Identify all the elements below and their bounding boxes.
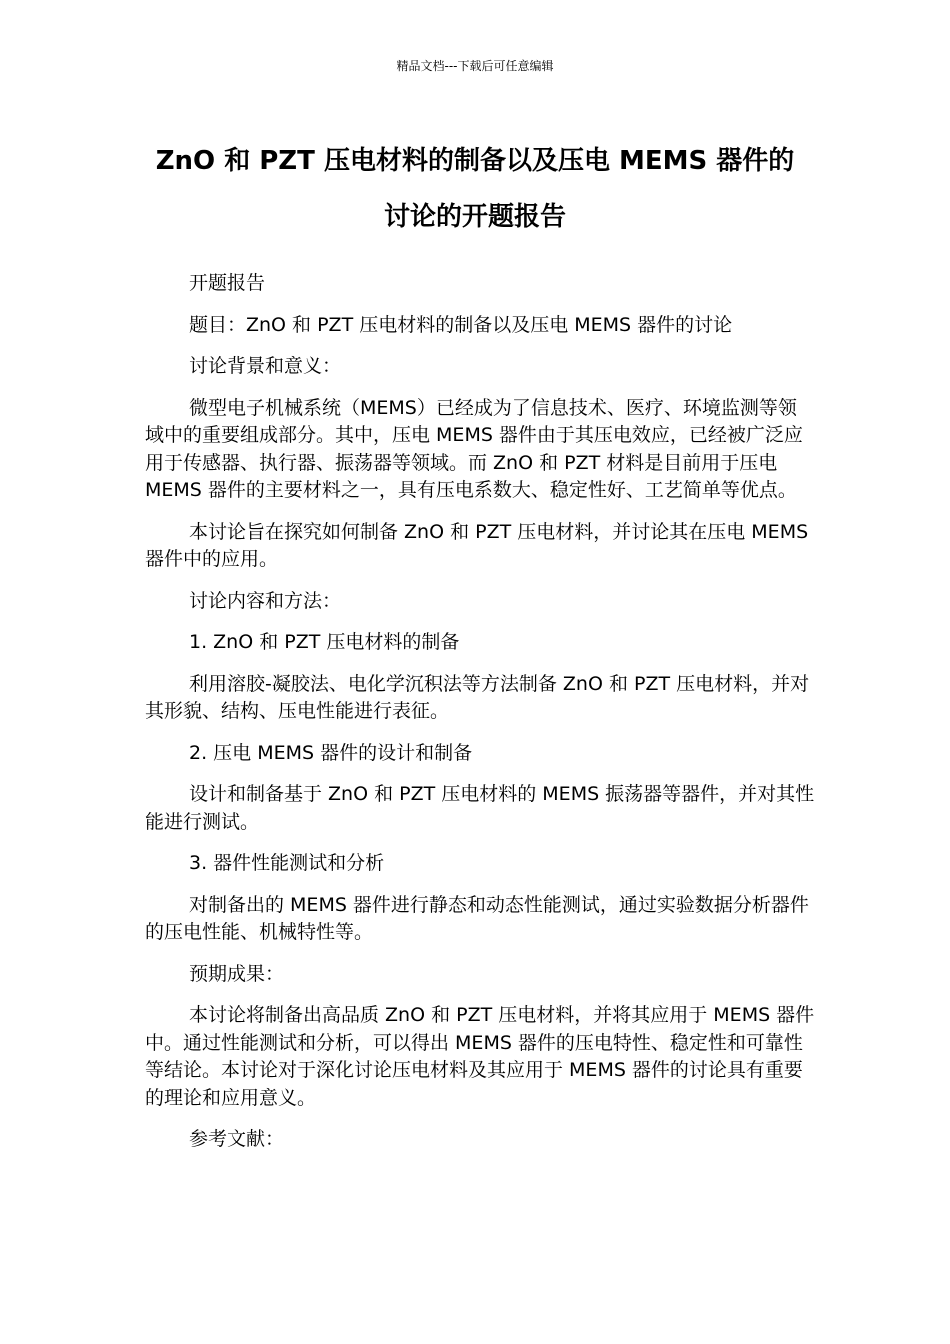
method-item-1-detail: 利用溶胶-凝胶法、电化学沉积法等方法制备 ZnO 和 PZT 压电材料，并对其形貌、结构、压电性能进行表征。 [145, 672, 810, 722]
method-item-2-detail: 设计和制备基于 ZnO 和 PZT 压电材料的 MEMS 振荡器等器件，并对其性能进行测试。 [145, 783, 815, 833]
aim-paragraph: 本讨论旨在探究如何制备 ZnO 和 PZT 压电材料，并讨论其在压电 MEMS 器件中的应用。 [145, 520, 809, 570]
document-title [110, 133, 840, 245]
section-heading-background: 讨论背景和意义： [189, 355, 342, 377]
method-item-2: 2. 压电 MEMS 器件的设计和制备 [189, 741, 473, 764]
title-line-1: ZnO 和 PZT 压电材料的制备以及压电 MEMS 器件的 [155, 146, 795, 176]
topic-line: 题目：ZnO 和 PZT 压电材料的制备以及压电 MEMS 器件的讨论 [189, 313, 733, 336]
section-heading-methods: 讨论内容和方法： [189, 589, 342, 612]
title-line-2: 讨论的开题报告 [383, 202, 566, 232]
method-item-1: 1. ZnO 和 PZT 压电材料的制备 [189, 631, 460, 653]
method-item-3: 3. 器件性能测试和分析 [189, 852, 385, 874]
header-note: 精品文档---下载后可任意编辑 [396, 59, 554, 73]
section-heading-references: 参考文献： [189, 1128, 285, 1150]
heading-proposal: 开题报告 [189, 272, 266, 294]
section-heading-expected-results: 预期成果： [189, 962, 285, 985]
background-paragraph: 微型电子机械系统（MEMS）已经成为了信息技术、医疗、环境监测等领域中的重要组成部分。其中，压电 MEMS 器件由于其压电效应，已经被广泛应用于传感器、执行器、振荡器等领域。而 ZnO 和 PZT 材料是目前用于压电 MEMS 器件的主要材料之一，具有压电系数大、稳定性好、工艺简单等优点。 [145, 396, 803, 501]
document-body [145, 270, 815, 1168]
method-item-3-detail: 对制备出的 MEMS 器件进行静态和动态性能测试，通过实验数据分析器件的压电性能、机械特性等。 [145, 893, 809, 943]
expected-results-paragraph: 本讨论将制备出高品质 ZnO 和 PZT 压电材料，并将其应用于 MEMS 器件中。通过性能测试和分析，可以得出 MEMS 器件的压电特性、稳定性和可靠性等结论。本讨论对于深化讨论压电材料及其应用于 MEMS 器件的讨论具有重要的理论和应用意义。 [145, 1004, 815, 1109]
